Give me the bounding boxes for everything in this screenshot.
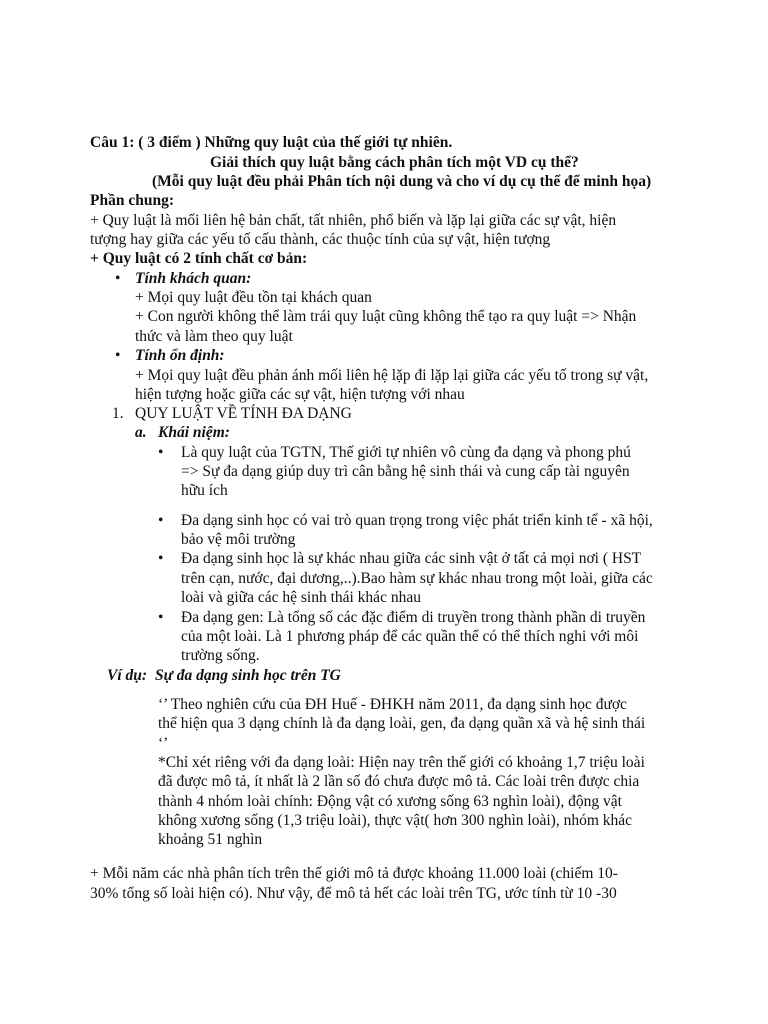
bullet-icon: • <box>115 270 121 287</box>
property-line: thức và làm theo quy luật <box>135 328 293 345</box>
property-line: + Mọi quy luật đều tồn tại khách quan <box>135 289 372 306</box>
bullet-icon: • <box>158 444 164 461</box>
question-title: Câu 1: ( 3 điểm ) Những quy luật của thế giới tự nhiên. <box>90 134 453 151</box>
example-note-line: *Chỉ xét riêng với đa dạng loài: Hiện nay trên thế giới có khoảng 1,7 triệu loài <box>158 754 645 771</box>
example-quote-line: thể hiện qua 3 dạng chính là đa dạng loài, gen, đa dạng quần xã và hệ sinh thái <box>158 715 646 732</box>
concept-line: loài và giữa các hệ sinh thái khác nhau <box>181 589 421 606</box>
property-line: hiện tượng hoặc giữa các sự vật, hiện tượng với nhau <box>135 386 465 403</box>
property-title: Tính khách quan: <box>135 270 252 287</box>
property-line: + Con người không thể làm trái quy luật cũng không thể tạo ra quy luật => Nhận <box>135 308 637 325</box>
question-note: (Mỗi quy luật đều phải Phân tích nội dung và cho ví dụ cụ thể để minh họa) <box>152 173 652 190</box>
example-note-line: đã được mô tả, ít nhất là 2 lần số đó chưa được mô tả. Các loài trên được chia <box>158 773 640 790</box>
concept-line: trên cạn, nước, đại dương,..).Bao hàm sự khác nhau trong một loài, giữa các <box>181 570 653 587</box>
example-quote-line: ‘’ Theo nghiên cứu của ĐH Huế - ĐHKH năm 2011, đa dạng sinh học được <box>158 696 627 713</box>
closing-line: + Mỗi năm các nhà phân tích trên thế giới mô tả được khoảng 11.000 loài (chiếm 10- <box>90 865 618 882</box>
example-label: Ví dụ: <box>107 667 148 684</box>
concept-line: Đa dạng gen: Là tổng số các đặc điểm di truyền trong thành phần di truyền <box>181 609 646 626</box>
subsection-letter: a. <box>135 424 147 441</box>
concept-line: Đa dạng sinh học là sự khác nhau giữa các sinh vật ở tất cả mọi nơi ( HST <box>181 550 642 567</box>
general-heading: Phần chung: <box>90 192 174 209</box>
closing-line: 30% tổng số loài hiện có). Như vậy, để mô tả hết các loài trên TG, ước tính từ 10 -30 <box>90 885 617 902</box>
subsection-title: Khái niệm: <box>158 424 230 441</box>
concept-line: hữu ích <box>181 482 228 499</box>
example-note-line: thành 4 nhóm loài chính: Động vật có xương sống 63 nghìn loài), động vật <box>158 793 622 810</box>
section-title: QUY LUẬT VỀ TÍNH ĐA DẠNG <box>135 405 352 422</box>
concept-line: Đa dạng sinh học có vai trò quan trọng trong việc phát triển kinh tế - xã hội, <box>181 512 653 529</box>
bullet-icon: • <box>158 609 164 626</box>
concept-line: của một loài. Là 1 phương pháp để các quần thể có thể thích nghi với môi <box>181 628 639 645</box>
bullet-icon: • <box>158 512 164 529</box>
general-paragraph-line: tượng hay giữa các yếu tố cấu thành, các thuộc tính của sự vật, hiện tượng <box>90 231 551 248</box>
general-paragraph-line: + Quy luật là mối liên hệ bản chất, tất nhiên, phổ biến và lặp lại giữa các sự vật, hiện <box>90 212 617 229</box>
property-line: + Mọi quy luật đều phản ánh mối liên hệ lặp đi lặp lại giữa các yếu tố trong sự vật, <box>135 367 649 384</box>
section-number: 1. <box>112 405 124 422</box>
example-quote-line: ‘’ <box>158 735 169 752</box>
concept-line: Là quy luật của TGTN, Thế giới tự nhiên vô cùng đa dạng và phong phú <box>181 444 631 461</box>
concept-line: trường sống. <box>181 647 260 664</box>
bullet-icon: • <box>115 347 121 364</box>
property-title: Tính ổn định: <box>135 347 225 364</box>
properties-heading: + Quy luật có 2 tính chất cơ bản: <box>90 250 308 267</box>
concept-line: bảo vệ môi trường <box>181 531 296 548</box>
bullet-icon: • <box>158 550 164 567</box>
question-subtitle: Giải thích quy luật bằng cách phân tích một VD cụ thể? <box>210 154 579 171</box>
example-title: Sự đa dạng sinh học trên TG <box>155 667 341 684</box>
concept-line: => Sự đa dạng giúp duy trì cân bằng hệ sinh thái và cung cấp tài nguyên <box>181 463 630 480</box>
example-note-line: khoảng 51 nghìn <box>158 831 263 848</box>
example-note-line: không xương sống (1,3 triệu loài), thực vật( hơn 300 nghìn loài), nhóm khác <box>158 812 633 829</box>
